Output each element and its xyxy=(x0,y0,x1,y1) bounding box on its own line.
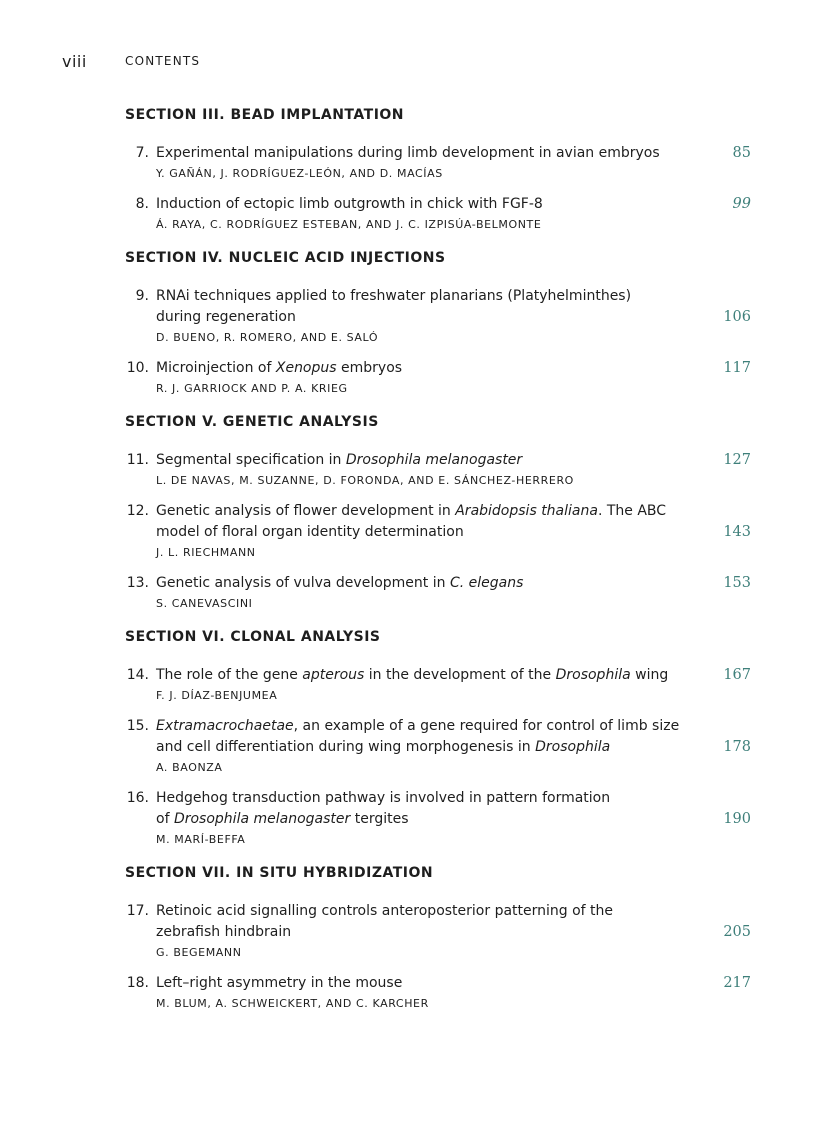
page-number: viii xyxy=(62,52,87,71)
entry-title: Induction of ectopic limb outgrowth in chick with FGF-8 xyxy=(156,196,543,212)
entry-authors: M. MARÍ-BEFFA xyxy=(156,833,246,846)
entry-number: 14. xyxy=(126,667,149,683)
entry-title: RNAi techniques applied to freshwater planarians (Platyhelminthes) during regeneration xyxy=(156,288,632,325)
toc-entry-15[interactable] xyxy=(125,716,751,775)
entry-number: 8. xyxy=(135,196,149,212)
toc-entry-12[interactable] xyxy=(125,501,751,560)
toc-entry-9[interactable] xyxy=(125,286,751,345)
entry-title: Extramacrochaetae, an example of a gene required for control of limb size and cell differentiation during wing morphogenesis in Drosophila xyxy=(156,718,680,755)
entry-title: Segmental specification in Drosophila melanogaster xyxy=(156,452,523,468)
table-of-contents xyxy=(125,106,751,1028)
entry-title: Genetic analysis of flower development in Arabidopsis thaliana. The ABC model of floral organ identity determination xyxy=(156,503,667,540)
entry-number: 7. xyxy=(135,145,149,161)
toc-entry-7[interactable] xyxy=(125,143,751,181)
entry-authors: G. BEGEMANN xyxy=(156,946,242,959)
entry-page-number: 117 xyxy=(723,360,751,376)
entry-number: 9. xyxy=(135,288,149,304)
entry-authors: M. BLUM, A. SCHWEICKERT, AND C. KARCHER xyxy=(156,997,429,1010)
entry-authors: A. BAONZA xyxy=(156,761,223,774)
section-genetic-analysis xyxy=(125,413,751,611)
toc-entry-8[interactable] xyxy=(125,194,751,232)
section-bead-implantation xyxy=(125,106,751,232)
toc-entry-16[interactable] xyxy=(125,788,751,847)
entry-page-number: 127 xyxy=(723,452,751,468)
entry-authors: J. L. RIECHMANN xyxy=(156,546,256,559)
entry-authors: R. J. GARRIOCK AND P. A. KRIEG xyxy=(156,382,348,395)
section-heading: SECTION IV. NUCLEIC ACID INJECTIONS xyxy=(125,250,446,266)
entry-authors: S. CANEVASCINI xyxy=(156,597,253,610)
entry-page-number: 217 xyxy=(723,975,751,991)
entry-number: 17. xyxy=(126,903,149,919)
toc-entry-17[interactable] xyxy=(125,901,751,960)
section-nucleic-acid-injections xyxy=(125,249,751,396)
entry-page-number: 167 xyxy=(723,667,751,683)
entry-page-number: 99 xyxy=(732,196,751,212)
entry-page-number: 153 xyxy=(723,575,751,591)
entry-title: Experimental manipulations during limb development in avian embryos xyxy=(156,145,660,161)
toc-entry-10[interactable] xyxy=(125,358,751,396)
section-heading: SECTION VI. CLONAL ANALYSIS xyxy=(125,629,381,645)
entry-page-number: 85 xyxy=(732,145,751,161)
entry-number: 12. xyxy=(126,503,149,519)
toc-entry-14[interactable] xyxy=(125,665,751,703)
entry-number: 13. xyxy=(126,575,149,591)
entry-authors: Á. RAYA, C. RODRÍGUEZ ESTEBAN, AND J. C. IZPISÚA-BELMONTE xyxy=(156,218,542,231)
entry-number: 10. xyxy=(126,360,149,376)
entry-page-number: 178 xyxy=(723,739,751,755)
entry-title: The role of the gene apterous in the development of the Drosophila wing xyxy=(156,667,669,683)
entry-title: Left–right asymmetry in the mouse xyxy=(156,975,403,991)
toc-entry-11[interactable] xyxy=(125,450,751,488)
section-in-situ-hybridization xyxy=(125,864,751,1011)
entry-title: Retinoic acid signalling controls anteroposterior patterning of the zebrafish hindbrain xyxy=(156,903,614,940)
entry-page-number: 205 xyxy=(723,924,751,940)
entry-page-number: 143 xyxy=(723,524,751,540)
entry-title: Microinjection of Xenopus embryos xyxy=(156,360,403,376)
entry-page-number: 190 xyxy=(723,811,751,827)
entry-title: Hedgehog transduction pathway is involved in pattern formation of Drosophila melanogaster tergites xyxy=(156,790,611,827)
entry-number: 15. xyxy=(126,718,149,734)
entry-title: Genetic analysis of vulva development in C. elegans xyxy=(156,575,524,591)
running-head xyxy=(0,52,816,72)
section-clonal-analysis xyxy=(125,628,751,847)
entry-number: 18. xyxy=(126,975,149,991)
running-head-title: CONTENTS xyxy=(125,54,201,68)
section-heading: SECTION VII. IN SITU HYBRIDIZATION xyxy=(125,865,434,881)
entry-number: 11. xyxy=(126,452,149,468)
section-heading: SECTION III. BEAD IMPLANTATION xyxy=(125,107,405,123)
entry-page-number: 106 xyxy=(723,309,751,325)
entry-number: 16. xyxy=(126,790,149,806)
entry-authors: D. BUENO, R. ROMERO, AND E. SALÓ xyxy=(156,331,379,344)
entry-authors: F. J. DÍAZ-BENJUMEA xyxy=(156,689,278,702)
entry-authors: L. DE NAVAS, M. SUZANNE, D. FORONDA, AND E. SÁNCHEZ-HERRERO xyxy=(156,474,574,487)
toc-entry-13[interactable] xyxy=(125,573,751,611)
toc-entry-18[interactable] xyxy=(125,973,751,1011)
entry-authors: Y. GAÑÁN, J. RODRÍGUEZ-LEÓN, AND D. MACÍAS xyxy=(156,167,443,180)
section-heading: SECTION V. GENETIC ANALYSIS xyxy=(125,414,379,430)
